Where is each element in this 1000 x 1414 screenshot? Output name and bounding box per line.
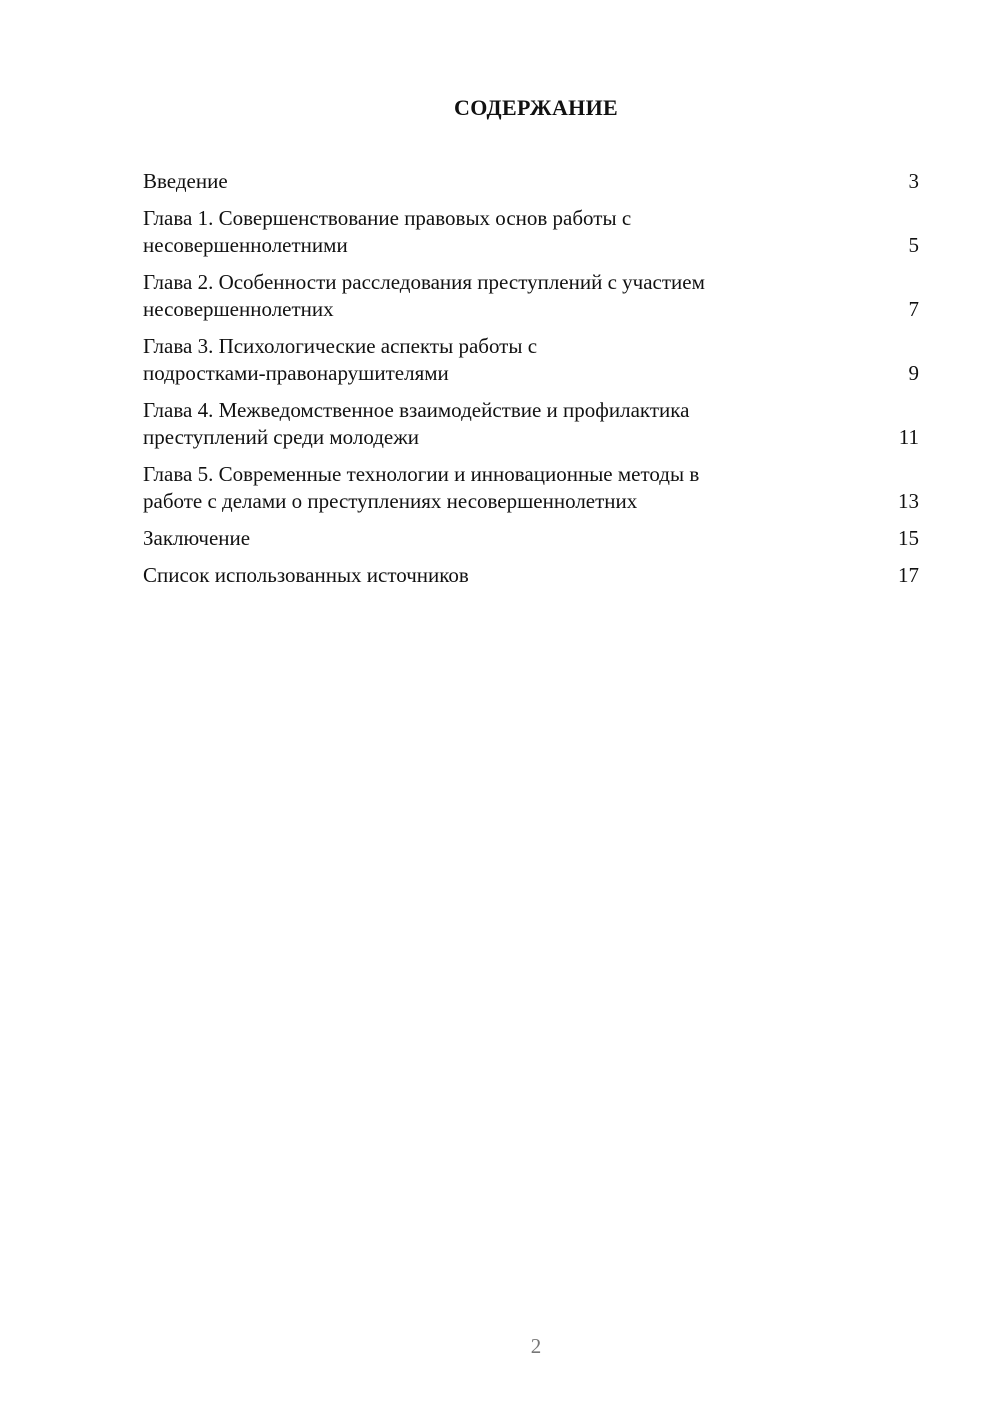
toc-entry-text: Заключение bbox=[143, 526, 251, 550]
toc-entry-page: 7 bbox=[908, 297, 919, 321]
toc-entry-page: 13 bbox=[898, 489, 919, 513]
toc-entry-chapter-5 bbox=[143, 461, 919, 515]
toc-entry-page: 9 bbox=[908, 361, 919, 385]
page-number: 2 bbox=[530, 1334, 542, 1358]
toc-entry-text: Глава 2. Особенности расследования преступлений с участием несовершеннолетних bbox=[143, 270, 705, 321]
table-of-contents bbox=[143, 168, 919, 599]
toc-entry-page: 17 bbox=[898, 563, 919, 587]
toc-entry-text: Глава 1. Совершенствование правовых основ работы с несовершеннолетними bbox=[143, 206, 632, 257]
toc-entry-chapter-4 bbox=[143, 397, 919, 451]
toc-entry-text: Глава 4. Межведомственное взаимодействие и профилактика преступлений среди молодежи bbox=[143, 398, 690, 449]
toc-entry-text: Глава 3. Психологические аспекты работы с подростками-правонарушителями bbox=[143, 334, 538, 385]
toc-entry-text: Введение bbox=[143, 169, 228, 193]
toc-entry-page: 5 bbox=[908, 233, 919, 257]
toc-entry-conclusion bbox=[143, 525, 919, 552]
toc-entry-chapter-1 bbox=[143, 205, 919, 259]
toc-entry-text: Список использованных источников bbox=[143, 563, 469, 587]
toc-entry-chapter-3 bbox=[143, 333, 919, 387]
toc-entry-chapter-2 bbox=[143, 269, 919, 323]
toc-entry-page: 3 bbox=[908, 169, 919, 193]
toc-entry-page: 15 bbox=[898, 526, 919, 550]
toc-entry-introduction bbox=[143, 168, 919, 195]
toc-entry-text: Глава 5. Современные технологии и инновационные методы в работе с делами о преступлениях несовершеннолетних bbox=[143, 462, 700, 513]
toc-entry-page: 11 bbox=[898, 425, 919, 449]
toc-entry-references bbox=[143, 562, 919, 589]
page-title: СОДЕРЖАНИЕ bbox=[454, 95, 618, 120]
